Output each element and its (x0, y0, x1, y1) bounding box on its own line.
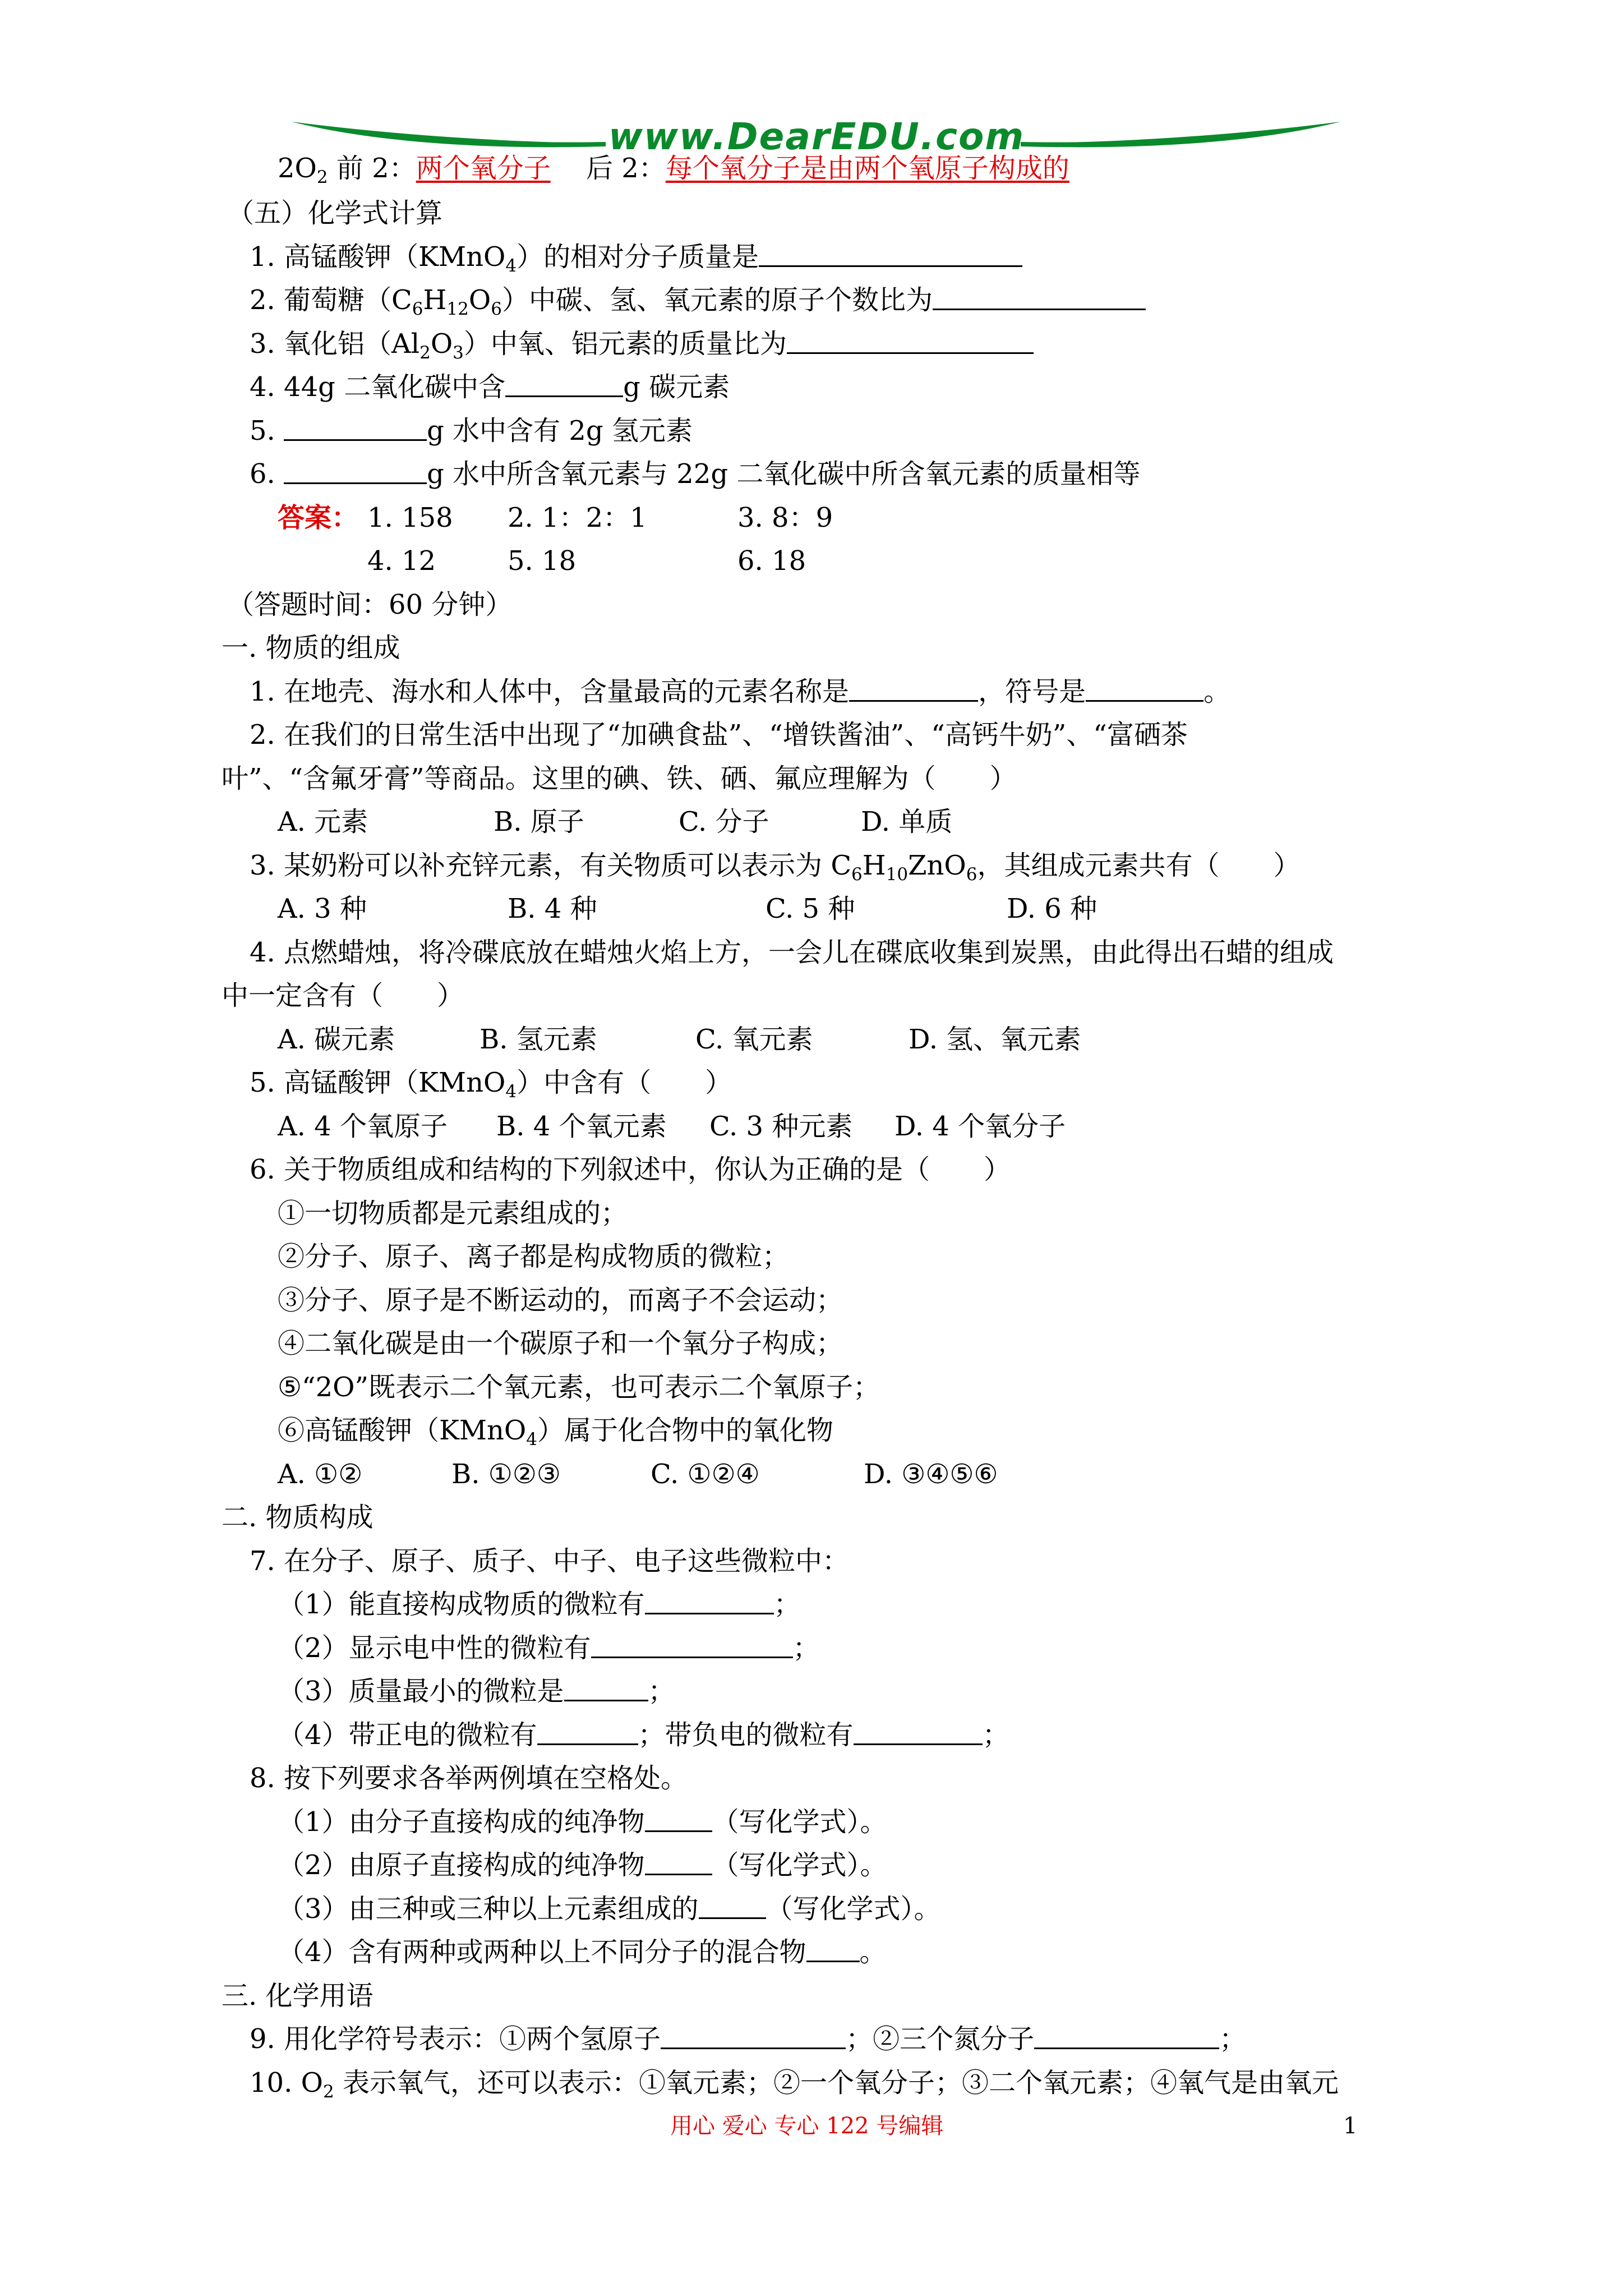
s1-q6-item: ④二氧化碳是由一个碳原子和一个氧分子构成； (278, 1328, 843, 1359)
section2-heading: 二. 物质构成 (222, 1502, 374, 1533)
answer-blank[interactable] (591, 1632, 793, 1658)
answer-blank[interactable] (806, 1936, 860, 1962)
calc-q2: 2. 葡萄糖$(C_6H_{12}O_6)$中碳、氢、氧元素的原子个数比为 (250, 283, 1146, 317)
answer-1: 1. 158 (367, 502, 453, 533)
answer-blank[interactable] (284, 458, 427, 484)
s1-q1: 1. 在地壳、海水和人体中，含量最高的元素名称是 ，符号是 。 (250, 676, 1231, 707)
answer-blank[interactable] (699, 1893, 766, 1919)
top-formula-line: $2O_2$ 前 2：两个氧分子 后 2：每个氧分子是由两个氧原子构成的 (278, 153, 1069, 187)
s1-q4-line1: 4. 点燃蜡烛，将冷碟底放在蜡烛火焰上方，一会儿在碟底收集到炭黑，由此得出石蜡的组成 (250, 937, 1334, 968)
back-meaning: 每个氧分子是由两个氧原子构成的 (665, 153, 1069, 184)
s1-q2-line2: 叶”、“含氟牙膏”等商品。这里的碘、铁、硒、氟应理解为（ ） (222, 763, 1017, 794)
answer-blank[interactable] (787, 328, 1034, 354)
option[interactable]: B. 原子 (494, 806, 584, 838)
answer-blank[interactable] (284, 415, 427, 441)
s1-q3: 3. 某奶粉可以补充锌元素，有关物质可以表示为 $C_6H_{10}ZnO_6$，其组成元素共有（ ） (250, 850, 1301, 885)
s2-q7-item: （2）显示电中性的微粒有 ； (278, 1632, 820, 1664)
option[interactable]: B. 4 个氧元素 (496, 1111, 667, 1142)
s2-q8-item: （2）由原子直接构成的纯净物 （写化学式）。 (278, 1849, 887, 1881)
answer-label: 答案： (278, 502, 359, 533)
s3-q10: 10. $O_2$ 表示氧气，还可以表示：①氧元素；②一个氧分子；③二个氧元素；④氧气是由氧元 (250, 2067, 1339, 2102)
answer-blank[interactable] (537, 1719, 638, 1745)
banner-swoosh-right-fill (1021, 122, 1340, 147)
answer-blank[interactable] (505, 371, 623, 397)
answer-blank[interactable] (849, 675, 978, 702)
answer-blank[interactable] (1086, 675, 1204, 702)
option[interactable]: A. 3 种 (278, 893, 367, 924)
option[interactable]: B. 4 种 (508, 893, 597, 924)
answer-blank[interactable] (759, 241, 1022, 267)
option[interactable]: C. 氧元素 (695, 1024, 813, 1055)
s2-q7: 7. 在分子、原子、质子、中子、电子这些微粒中： (250, 1545, 850, 1577)
section3-heading: 三. 化学用语 (222, 1980, 374, 2012)
s1-q4-line2: 中一定含有（ ） (222, 980, 464, 1011)
s2-q8-item: （4）含有两种或两种以上不同分子的混合物 。 (278, 1936, 887, 1968)
option[interactable]: C. 5 种 (766, 893, 855, 924)
answer-2: 2. 1：2：1 (508, 502, 647, 533)
option[interactable]: D. 单质 (861, 806, 953, 838)
s1-q6: 6. 关于物质组成和结构的下列叙述中，你认为正确的是（ ） (250, 1154, 1011, 1185)
answer-blank[interactable] (645, 1588, 774, 1614)
answer-blank[interactable] (564, 1675, 648, 1701)
option[interactable]: B. ①②③ (451, 1458, 561, 1490)
s1-q6-item: ③分子、原子是不断运动的，而离子不会运动； (278, 1285, 843, 1316)
option[interactable]: D. 4 个氧分子 (895, 1111, 1066, 1142)
answer-blank[interactable] (661, 2023, 846, 2049)
option[interactable]: B. 氢元素 (479, 1024, 597, 1055)
section1-heading: 一. 物质的组成 (222, 632, 400, 664)
answer-4: 4. 12 (367, 545, 436, 577)
site-logo-text: www.DearEDU.com (608, 115, 1025, 158)
s2-q8: 8. 按下列要求各举两例填在空格处。 (250, 1763, 688, 1794)
answer-blank[interactable] (1034, 2023, 1219, 2049)
calc-q4: 4. 44g 二氧化碳中含 g 碳元素 (250, 371, 730, 403)
front-meaning: 两个氧分子 (416, 153, 551, 184)
footer-text: 用心 爱心 专心 122 号编辑 (670, 2113, 944, 2139)
calc-q1: 1. 高锰酸钾（KMnO$_4$）的相对分子质量是 (250, 240, 1022, 274)
s1-q5: 5. 高锰酸钾（KMnO$_4$）中含有（ ） (250, 1067, 732, 1102)
s3-q9: 9. 用化学符号表示：①两个氢原子 ；②三个氮分子 ； (250, 2023, 1247, 2055)
calc-q3: 3. 氧化铝$(Al_2O_3)$中氧、铝元素的质量比为 (250, 327, 1034, 361)
option[interactable]: C. ①②④ (651, 1458, 760, 1490)
option[interactable]: A. ①② (278, 1458, 363, 1490)
option[interactable]: A. 4 个氧原子 (278, 1111, 448, 1142)
answer-blank[interactable] (645, 1806, 712, 1832)
s1-q6-item: ②分子、原子、离子都是构成物质的微粒； (278, 1241, 790, 1272)
answer-blank[interactable] (645, 1849, 712, 1875)
calc-heading: （五）化学式计算 (227, 197, 443, 229)
option[interactable]: C. 分子 (679, 806, 769, 838)
answer-3: 3. 8：9 (737, 502, 833, 533)
option[interactable]: D. 6 种 (1007, 893, 1098, 924)
s1-q6-item: ⑤“2O”既表示二个氧元素，也可表示二个氧原子； (278, 1372, 880, 1403)
s2-q8-item: （1）由分子直接构成的纯净物 （写化学式）。 (278, 1806, 887, 1838)
option[interactable]: C. 3 种元素 (709, 1111, 853, 1142)
s1-q6-item: ①一切物质都是元素组成的； (278, 1198, 628, 1229)
option[interactable]: D. ③④⑤⑥ (864, 1458, 998, 1490)
banner-swoosh-left-fill (292, 122, 606, 147)
s2-q8-item: （3）由三种或三种以上元素组成的 （写化学式）。 (278, 1893, 941, 1925)
page-number: 1 (1343, 2113, 1358, 2139)
answer-5: 5. 18 (508, 545, 577, 577)
s2-q7-item: （1）能直接构成物质的微粒有 ； (278, 1589, 801, 1620)
option[interactable]: A. 碳元素 (278, 1024, 395, 1055)
answer-blank[interactable] (854, 1719, 983, 1745)
option[interactable]: A. 元素 (278, 806, 368, 838)
answer-6: 6. 18 (737, 545, 806, 577)
s2-q7-item: （4）带正电的微粒有 ；带负电的微粒有 ； (278, 1719, 1009, 1751)
time-note: （答题时间：60 分钟） (227, 589, 513, 620)
answer-blank[interactable] (933, 284, 1146, 310)
calc-q6: 6. g 水中所含氧元素与 22g 二氧化碳中所含氧元素的质量相等 (250, 458, 1141, 490)
s2-q7-item: （3）质量最小的微粒是 ； (278, 1676, 675, 1707)
s1-q2-line1: 2. 在我们的日常生活中出现了“加碘食盐”、“增铁酱油”、“高钙牛奶”、“富硒茶 (250, 719, 1188, 751)
option[interactable]: D. 氢、氧元素 (909, 1024, 1081, 1055)
calc-q5: 5. g 水中含有 2g 氢元素 (250, 415, 693, 447)
s1-q6-item: ⑥高锰酸钾（KMnO$_4$）属于化合物中的氧化物 (278, 1415, 834, 1450)
